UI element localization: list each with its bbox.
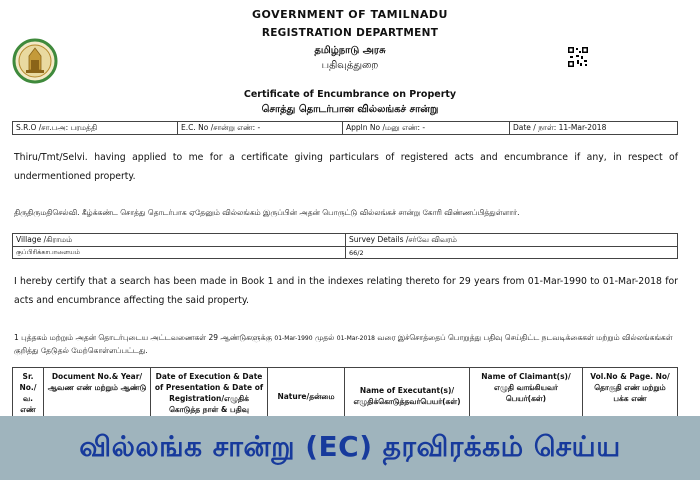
certify-text-part3: வரை இச்சொத்தைப் பொறுத்து பதிவு செய்திட்ட நடவடிக்கைகள் மற்றும் வில்லங்கங்கள் குறித்து தேடுதல் மேற்கொள்ளப்பட்டது. xyxy=(14,333,673,355)
certify-date-from: 01-Mar-1990 xyxy=(274,335,313,342)
column-sr-no: Sr. No./வ. எண் xyxy=(13,368,44,423)
intro-paragraph: Thiru/Tmt/Selvi. having applied to me for a certificate giving particulars of registered acts and encumbrance if any, in respect of undermentioned property. xyxy=(14,152,678,182)
certificate-title-tamil: சொத்து தொடர்பான வில்லங்கச் சான்று xyxy=(261,104,439,115)
certify-paragraph-tamil xyxy=(14,332,678,357)
column-nature: Nature/தன்மை xyxy=(268,368,345,423)
download-ec-banner[interactable] xyxy=(0,416,700,480)
column-claimant: Name of Claimant(s)/ எழுதி வாங்கியவர் பெயர்(கள்) xyxy=(470,368,583,423)
date-cell: Date / நாள்: 11-Mar-2018 xyxy=(510,122,678,135)
certify-date-to: 01-Mar-2018 xyxy=(336,335,375,342)
government-title-tamil: தமிழ்நாடு அரசு xyxy=(314,45,386,56)
certify-text-part2: முதல் xyxy=(312,333,337,342)
village-survey-table xyxy=(12,233,678,259)
sro-cell: S.R.O /சா.பஅ: பரமத்தி xyxy=(13,122,178,135)
meta-row-table xyxy=(12,121,678,135)
column-executant: Name of Executant(s)/ எழுதிக்கொடுத்தவர்பெயர்(கள்) xyxy=(345,368,470,423)
intro-paragraph-tamil: திருதிருமதிசெல்வி. கீழ்க்கண்ட சொத்து தொடர்பாக ஏதேனும் வில்லங்கம் இருப்பின் அதன் பொருட்டு வில்லங்கச் சான்று கோரி விண்ணப்பித்துள்ளார். xyxy=(14,208,520,217)
column-volume-page: Vol.No & Page. No/ தொகுதி எண் மற்றும் பக்க எண் xyxy=(583,368,678,423)
application-number-cell: Appln No /மனு எண்: - xyxy=(343,122,510,135)
village-label: Village /கிராமம் xyxy=(13,234,346,247)
survey-value: 66/2 xyxy=(346,247,678,259)
village-value: குப்பிரிக்காபாளையம் xyxy=(13,247,346,259)
banner-text: வில்லங்க சான்று (EC) தரவிரக்கம் செய்ய xyxy=(79,429,621,463)
certify-paragraph: I hereby certify that a search has been made in Book 1 and in the indexes relating thereto for 29 years from 01-Mar-1990 to 01-Mar-2018 for acts and encumbrance affecting the said property. xyxy=(14,276,678,306)
certify-text-part1: 1 புத்தகம் மற்றும் அதன் தொடர்புடைய அட்டவணைகள் 29 ஆண்டுகளுக்கு xyxy=(14,333,275,342)
column-document: Document No.& Year/ ஆவண எண் மற்றும் ஆண்டு xyxy=(44,368,151,423)
column-dates: Date of Execution & Date of Presentation & Date of Registration/எழுதிக் கொடுத்த நாள் & பதிவு xyxy=(151,368,268,423)
department-title-tamil: பதிவுத்துறை xyxy=(321,60,379,71)
ec-number-cell: E.C. No /சான்று எண்: - xyxy=(178,122,343,135)
certificate-title: Certificate of Encumbrance on Property xyxy=(243,89,457,100)
government-title: GOVERNMENT OF TAMILNADU xyxy=(252,8,448,21)
transactions-header-table xyxy=(12,367,678,423)
survey-label: Survey Details /சர்வே விவரம் xyxy=(346,234,678,247)
department-title: REGISTRATION DEPARTMENT xyxy=(261,27,439,39)
